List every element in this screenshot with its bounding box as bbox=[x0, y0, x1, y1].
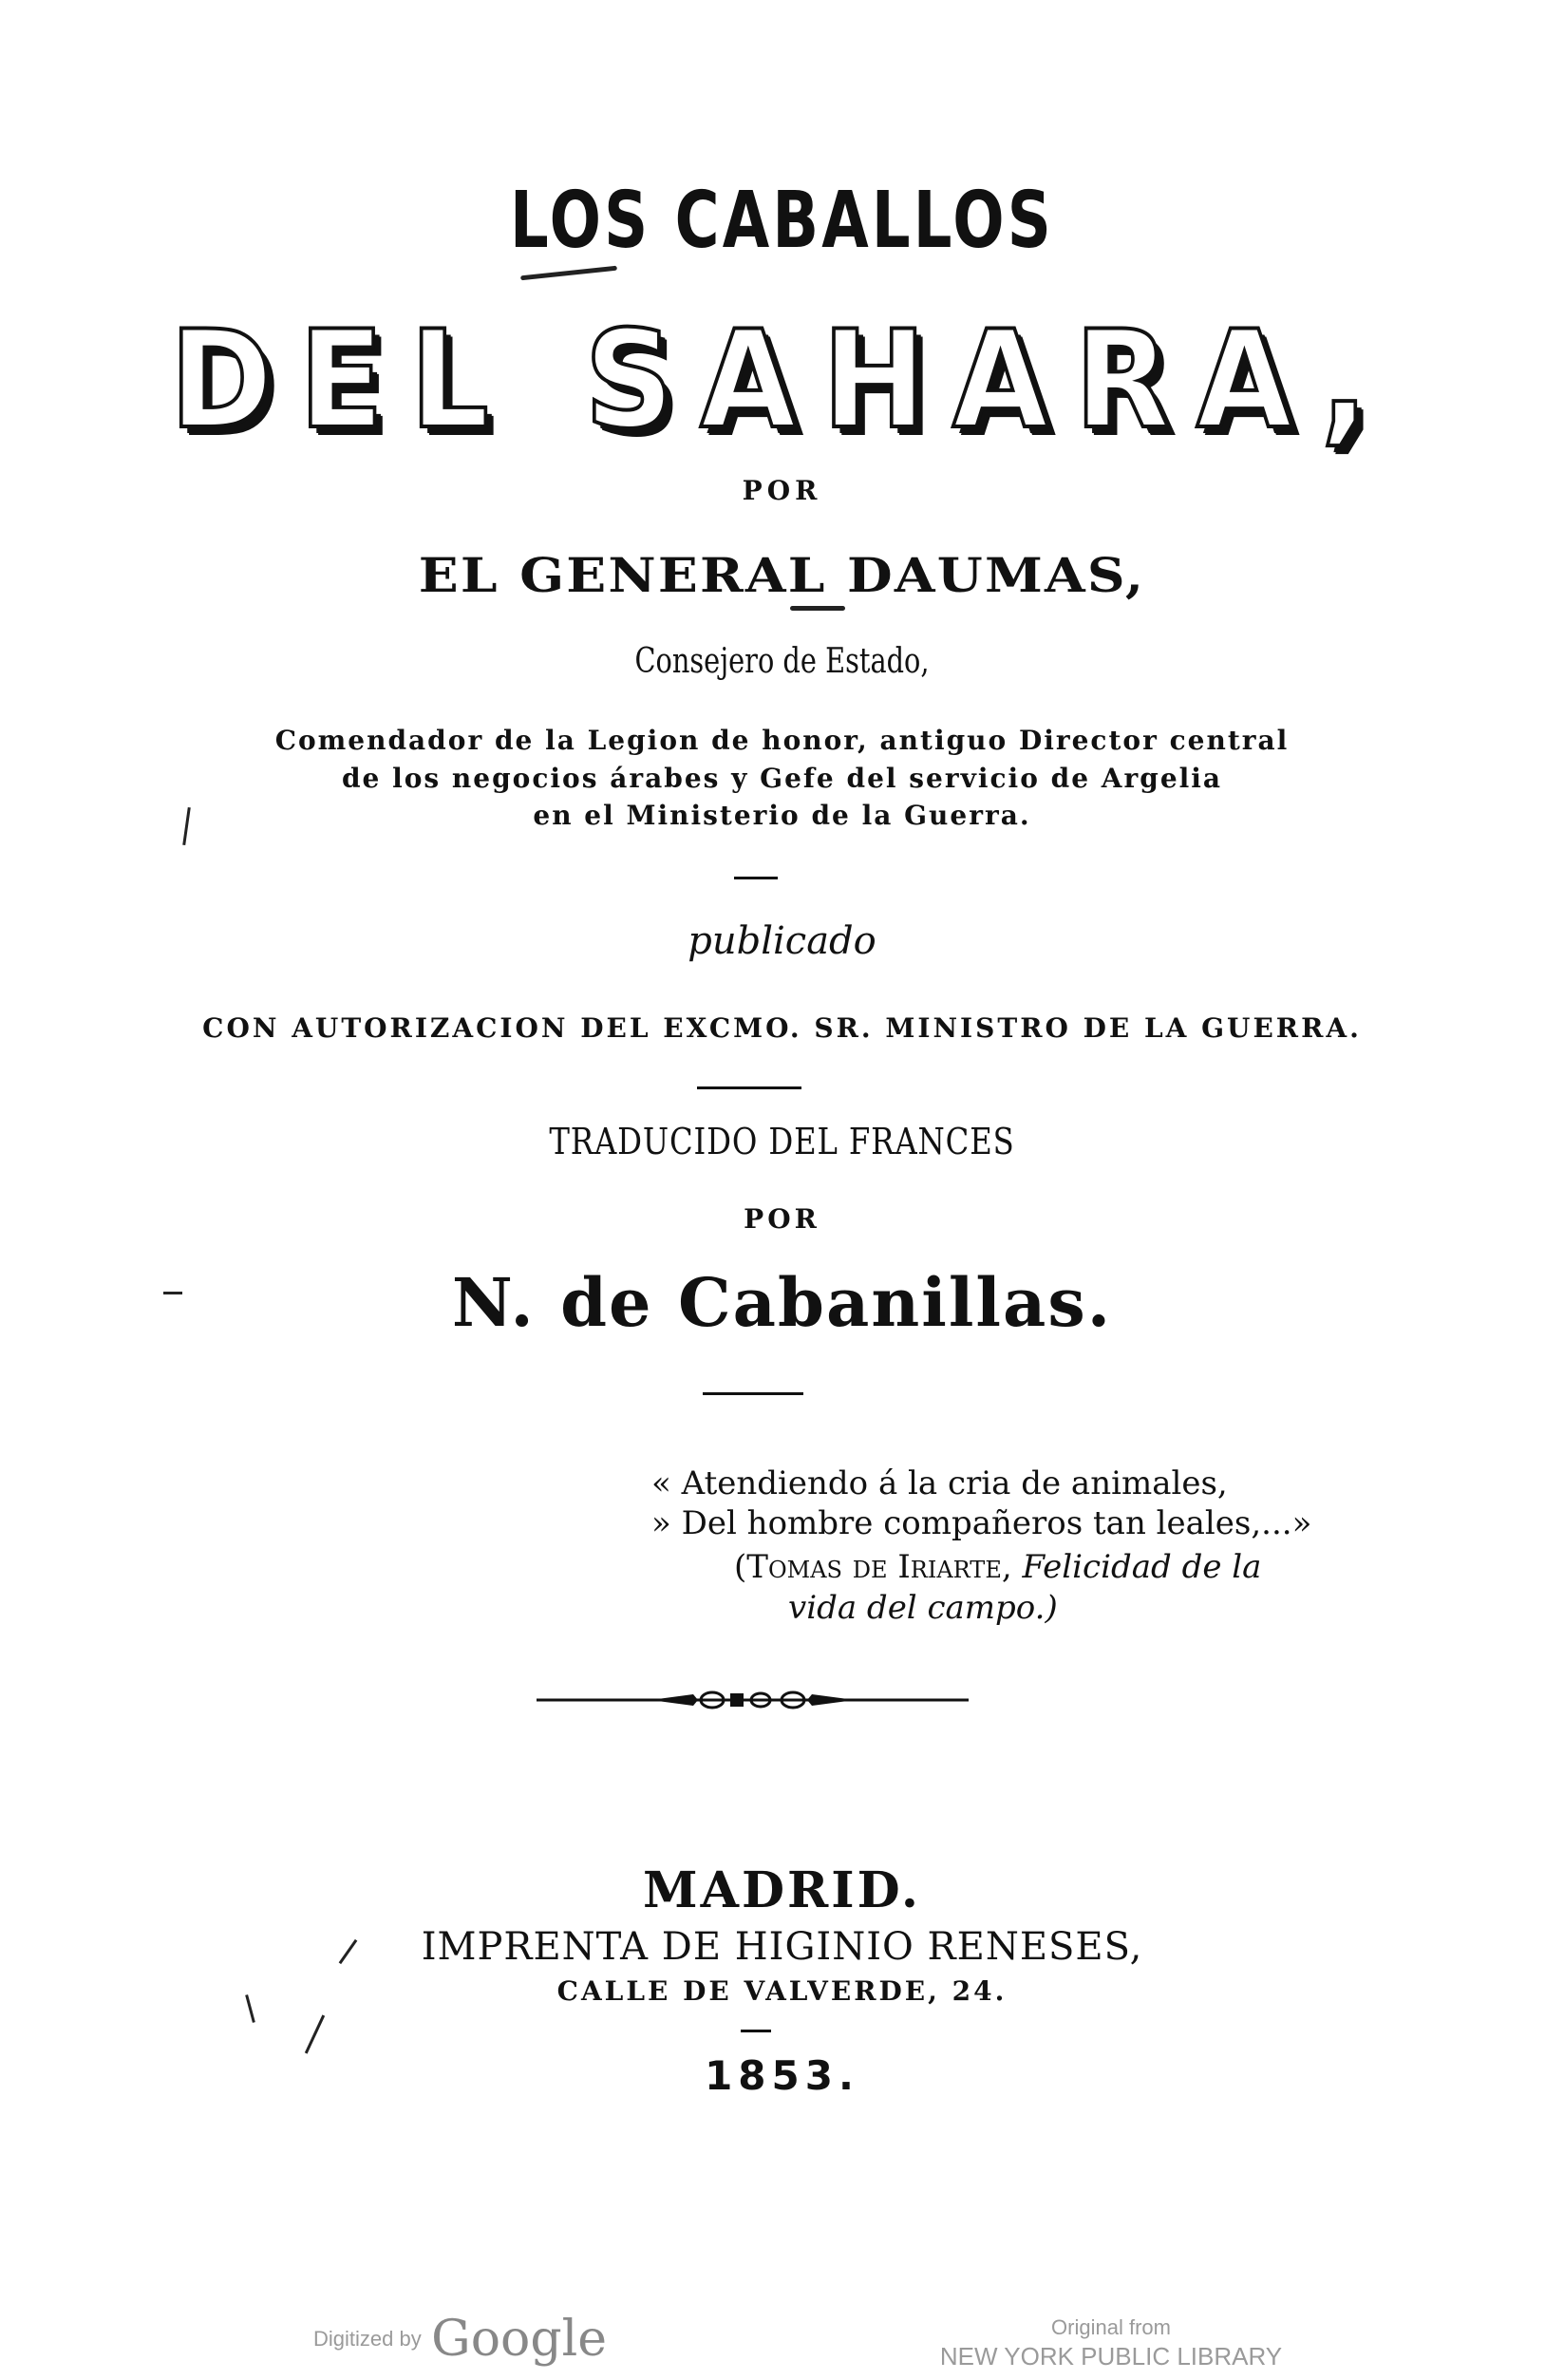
by-label: POR bbox=[742, 475, 822, 506]
imprint-address: CALLE DE VALVERDE, 24. bbox=[556, 1975, 1008, 2007]
google-logo: Google bbox=[431, 2311, 608, 2368]
title-line-2: DEL SAHARA, bbox=[169, 302, 1395, 459]
attribution-work: Felicidad de la bbox=[1022, 1548, 1262, 1586]
published-label: publicado bbox=[688, 919, 876, 963]
divider-rule bbox=[697, 1086, 801, 1089]
library-name: NEW YORK PUBLIC LIBRARY bbox=[939, 2342, 1283, 2371]
margin-mark bbox=[305, 2014, 325, 2053]
author-description-line-3: en el Ministerio de la Guerra. bbox=[533, 800, 1031, 831]
imprint-printer: IMPRENTA DE HIGINIO RENESES, bbox=[421, 1925, 1143, 1969]
epigraph-line-2: » Del hombre compañeros tan leales,...» bbox=[651, 1504, 1312, 1542]
author-description-line-1: Comendador de la Legion de honor, antiguo Director central bbox=[274, 725, 1290, 756]
divider-rule bbox=[703, 1392, 803, 1395]
imprint-year: 1853. bbox=[705, 2052, 859, 2099]
handwritten-underline bbox=[520, 266, 617, 281]
handwritten-underline bbox=[790, 606, 845, 611]
title-line-1: LOS CABALLOS bbox=[510, 176, 1054, 266]
authorization-line: CON AUTORIZACION DEL EXCMO. SR. MINISTRO DE LA GUERRA. bbox=[202, 1012, 1362, 1044]
author-name: EL GENERAL DAUMAS, bbox=[418, 547, 1146, 603]
author-description-line-2: de los negocios árabes y Gefe del servicio de Argelia bbox=[341, 763, 1223, 794]
epigraph-attribution bbox=[734, 1548, 1261, 1586]
epigraph-attribution-line-2: vida del campo.) bbox=[788, 1589, 1058, 1627]
translator-name: N. de Cabanillas. bbox=[451, 1263, 1113, 1342]
divider-rule bbox=[734, 877, 778, 879]
margin-mark bbox=[163, 1292, 182, 1294]
translator-by-label: POR bbox=[744, 1203, 820, 1235]
imprint-city: MADRID. bbox=[643, 1861, 921, 1919]
author-position: Consejero de Estado, bbox=[634, 642, 930, 681]
digitized-by-label: Digitized by bbox=[313, 2327, 422, 2351]
ornament-divider bbox=[537, 1686, 969, 1714]
original-from-label: Original from bbox=[1051, 2315, 1171, 2339]
epigraph-line-1: « Atendiendo á la cria de animales, bbox=[651, 1464, 1228, 1502]
original-from-footer bbox=[921, 2315, 1301, 2371]
divider-rule bbox=[741, 2030, 771, 2032]
attribution-author: (Tomas de Iriarte, bbox=[734, 1548, 1012, 1586]
digitized-by-footer bbox=[313, 2311, 607, 2368]
translated-label: TRADUCIDO DEL FRANCES bbox=[549, 1121, 1015, 1162]
